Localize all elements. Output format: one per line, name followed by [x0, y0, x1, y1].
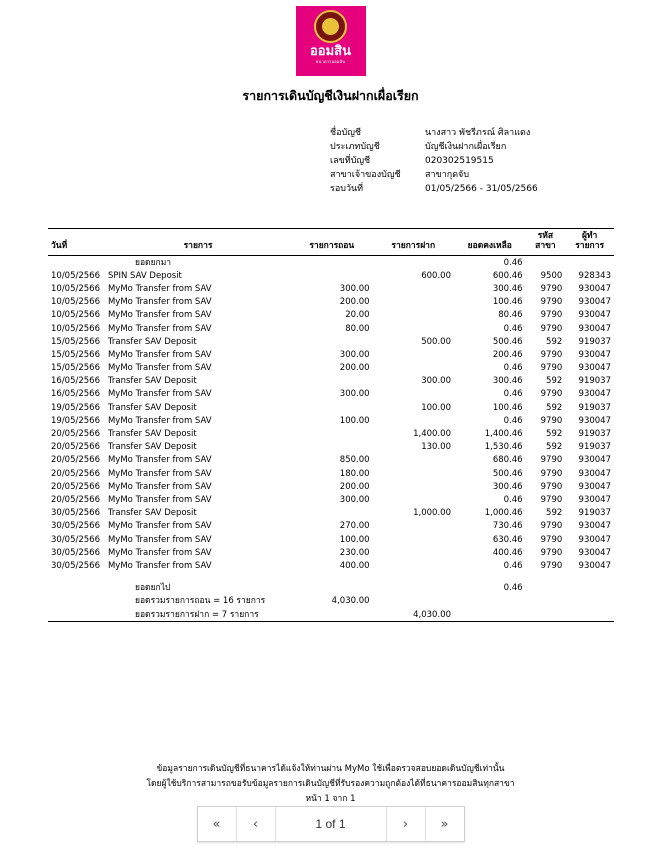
first-page-button[interactable]: «	[198, 807, 237, 841]
next-page-button[interactable]: ›	[387, 807, 426, 841]
opening-balance-label: ยอดยกมา	[134, 257, 172, 268]
cell-balance: 300.46	[492, 481, 523, 492]
cell-branch-code: 9790	[540, 283, 563, 294]
header-description: รายการ	[105, 229, 291, 256]
table-body	[48, 256, 614, 622]
table-row	[48, 441, 614, 454]
cell-deposit	[373, 256, 454, 270]
table-row	[48, 348, 614, 361]
footer-notes	[0, 762, 661, 807]
cell-balance: 300.46	[492, 376, 523, 387]
cell-date: 30/05/2566	[51, 508, 100, 519]
cell-teller-id: 930047	[578, 534, 611, 545]
table-row	[48, 414, 614, 427]
cell-description: MyMo Transfer from SAV	[107, 349, 212, 360]
account-info-row	[330, 154, 538, 168]
table-row	[48, 533, 614, 546]
cell-description: Transfer SAV Deposit	[107, 376, 197, 387]
total-deposit-label: ยอดรวมรายการฝาก = 7 รายการ	[105, 608, 291, 622]
cell-balance: 300.46	[492, 283, 523, 294]
cell-deposit	[373, 388, 454, 401]
cell-description: MyMo Transfer from SAV	[107, 481, 212, 492]
table-row	[48, 375, 614, 388]
cell-teller-id: 930047	[578, 283, 611, 294]
cell-teller	[565, 256, 614, 270]
header-branch-line2: สาขา	[535, 241, 556, 251]
header-date: วันที่	[48, 229, 105, 256]
cell-teller-id: 930047	[578, 323, 611, 334]
cell-branch-code: 9790	[540, 415, 563, 426]
last-page-button[interactable]: »	[426, 807, 464, 841]
table-row	[48, 269, 614, 282]
cell-description: MyMo Transfer from SAV	[107, 310, 212, 321]
cell-description: Transfer SAV Deposit	[107, 442, 197, 453]
cell-description: MyMo Transfer from SAV	[107, 534, 212, 545]
cell-description: MyMo Transfer from SAV	[107, 415, 212, 426]
cell-deposit	[373, 493, 454, 506]
cell-withdraw: 100.00	[339, 415, 370, 426]
cell-deposit	[373, 454, 454, 467]
table-row	[48, 480, 614, 493]
account-info-row	[330, 182, 538, 196]
footer-page-indicator: หน้า 1 จาก 1	[305, 794, 356, 804]
cell-date: 16/05/2566	[51, 376, 100, 387]
cell-branch-code: 9790	[540, 363, 563, 374]
cell-teller-id: 930047	[578, 310, 611, 321]
header-teller-line2: รายการ	[575, 241, 605, 251]
prev-page-button[interactable]: ‹	[237, 807, 276, 841]
cell-deposit: 1,000.00	[413, 508, 451, 519]
cell-date: 15/05/2566	[51, 336, 100, 347]
cell-teller-id: 928343	[578, 270, 611, 281]
bank-name-text: ออมสิน	[309, 44, 351, 59]
cell-date: 20/05/2566	[51, 429, 100, 440]
cell-deposit	[373, 520, 454, 533]
cell-withdraw: 300.00	[339, 494, 370, 505]
cell-description: Transfer SAV Deposit	[107, 336, 197, 347]
cell-teller-id: 919037	[578, 508, 611, 519]
cell-teller-id: 930047	[578, 494, 611, 505]
table-row	[48, 335, 614, 348]
table-row	[48, 401, 614, 414]
cell-deposit	[373, 282, 454, 295]
cell-balance: 500.46	[492, 336, 523, 347]
account-branch-value: สาขากุดจับ	[425, 170, 470, 180]
total-withdraw-value: 4,030.00	[331, 596, 370, 607]
cell-branch-code: 9500	[540, 270, 563, 281]
account-number-value: 020302519515	[425, 156, 494, 166]
table-row	[48, 362, 614, 375]
cell-withdraw	[291, 269, 372, 282]
table-row	[48, 309, 614, 322]
account-type-value: บัญชีเงินฝากเผื่อเรียก	[425, 142, 507, 152]
cell-teller-id: 930047	[578, 389, 611, 400]
cell-date: 16/05/2566	[51, 389, 100, 400]
cell-branch-code: 9790	[540, 534, 563, 545]
cell-description: Transfer SAV Deposit	[107, 402, 197, 413]
cell-date	[48, 256, 105, 270]
statement-period-value: 01/05/2566 - 31/05/2566	[425, 184, 538, 194]
cell-withdraw: 180.00	[339, 468, 370, 479]
cell-balance: 80.46	[498, 310, 523, 321]
cell-branch-code: 9790	[540, 481, 563, 492]
cell-deposit	[373, 348, 454, 361]
table-header-row	[48, 229, 614, 256]
cell-branch-code: 592	[546, 402, 563, 413]
cell-description: MyMo Transfer from SAV	[107, 547, 212, 558]
cell-withdraw: 300.00	[339, 283, 370, 294]
transactions-table	[48, 228, 614, 622]
cell-withdraw: 270.00	[339, 521, 370, 532]
table-row	[48, 467, 614, 480]
cell-description: MyMo Transfer from SAV	[107, 363, 212, 374]
cell-withdraw	[291, 256, 372, 270]
cell-date: 15/05/2566	[51, 363, 100, 374]
cell-withdraw: 850.00	[339, 455, 370, 466]
cell-balance: 100.46	[492, 297, 523, 308]
cell-description: MyMo Transfer from SAV	[107, 283, 212, 294]
cell-balance: 500.46	[492, 468, 523, 479]
cell-description: MyMo Transfer from SAV	[107, 468, 212, 479]
cell-teller-id: 919037	[578, 442, 611, 453]
header-teller-line1: ผู้ทำ	[581, 231, 598, 241]
header-branch-code	[526, 229, 566, 256]
cell-withdraw	[291, 507, 372, 520]
cell-date: 30/05/2566	[51, 560, 100, 571]
cell-deposit	[373, 414, 454, 427]
cell-balance: 630.46	[492, 534, 523, 545]
total-withdraw-row	[48, 595, 614, 608]
statement-period-label: รอบวันที่	[330, 184, 364, 194]
total-deposit-row	[48, 608, 614, 622]
cell-deposit: 600.00	[421, 270, 451, 281]
cell-deposit: 500.00	[421, 336, 451, 347]
table-row	[48, 454, 614, 467]
cell-date: 30/05/2566	[51, 534, 100, 545]
cell-date: 15/05/2566	[51, 349, 100, 360]
cell-description: Transfer SAV Deposit	[107, 508, 197, 519]
cell-teller-id: 930047	[578, 521, 611, 532]
cell-balance: 600.46	[492, 270, 523, 281]
table-row	[48, 282, 614, 295]
cell-deposit	[373, 546, 454, 559]
bank-logo-container	[0, 6, 661, 76]
cell-branch-code: 9790	[540, 468, 563, 479]
cell-deposit	[373, 296, 454, 309]
cell-branch-code: 592	[546, 442, 563, 453]
cell-balance: 0.46	[503, 415, 523, 426]
cell-teller-id: 930047	[578, 415, 611, 426]
closing-balance-value: 0.46	[503, 583, 523, 594]
account-info-row	[330, 140, 538, 154]
seal-inner-icon	[322, 18, 339, 35]
cell-balance: 0.46	[503, 560, 523, 571]
total-withdraw-label: ยอดรวมรายการถอน = 16 รายการ	[134, 596, 266, 607]
cell-balance: 400.46	[492, 547, 523, 558]
table-row	[48, 546, 614, 559]
spacer-row	[48, 573, 614, 582]
cell-deposit	[373, 309, 454, 322]
table-row	[48, 507, 614, 520]
cell-description: MyMo Transfer from SAV	[107, 560, 212, 571]
cell-branch-code: 592	[546, 508, 563, 519]
account-info-block	[330, 126, 538, 196]
cell-date: 30/05/2566	[51, 521, 100, 532]
account-name-value: นางสาว พัชรีภรณ์ ศิลาแดง	[425, 128, 531, 138]
header-branch-line1: รหัส	[537, 231, 554, 241]
cell-withdraw: 20.00	[345, 310, 370, 321]
cell-teller-id: 919037	[578, 376, 611, 387]
cell-balance: 0.46	[503, 323, 523, 334]
cell-branch-code: 592	[546, 376, 563, 387]
cell-date: 10/05/2566	[51, 270, 100, 281]
cell-balance: 100.46	[492, 402, 523, 413]
table-row	[48, 493, 614, 506]
cell-deposit	[373, 480, 454, 493]
account-type-label: ประเภทบัญชี	[330, 142, 380, 152]
cell-description: MyMo Transfer from SAV	[107, 455, 212, 466]
cell-branch-code: 9790	[540, 521, 563, 532]
header-teller	[565, 229, 614, 256]
cell-date: 10/05/2566	[51, 283, 100, 294]
cell-description: MyMo Transfer from SAV	[107, 323, 212, 334]
account-branch-label: สาขาเจ้าของบัญชี	[330, 170, 401, 180]
cell-withdraw: 80.00	[345, 323, 370, 334]
account-number-label: เลขที่บัญชี	[330, 156, 371, 166]
cell-withdraw: 200.00	[339, 363, 370, 374]
cell-branch-code: 9790	[540, 455, 563, 466]
cell-description: SPIN SAV Deposit	[107, 270, 182, 281]
cell-branch-code: 9790	[540, 310, 563, 321]
cell-balance: 680.46	[492, 455, 523, 466]
table-row	[48, 296, 614, 309]
header-deposit: รายการฝาก	[373, 229, 454, 256]
table-row	[48, 520, 614, 533]
cell-deposit: 300.00	[421, 376, 451, 387]
cell-branch-code: 9790	[540, 349, 563, 360]
cell-withdraw: 200.00	[339, 481, 370, 492]
cell-description: MyMo Transfer from SAV	[107, 297, 212, 308]
cell-branch-code: 592	[546, 336, 563, 347]
cell-balance: 0.46	[503, 363, 523, 374]
seal-icon	[314, 10, 347, 43]
opening-balance-row	[48, 256, 614, 270]
footer-line-1: ข้อมูลรายการเดินบัญชีที่ธนาคารได้แจ้งให้ท่านผ่าน MyMo ใช้เพื่อตรวจสอบยอดเดินบัญชีเท่านั้น	[156, 764, 505, 774]
footer-line-2: โดยผู้ใช้บริการสามารถขอรับข้อมูลรายการเดินบัญชีที่รับรองความถูกต้องได้ที่ธนาคารออมสินทุกสาขา	[146, 779, 515, 789]
page-title: รายการเดินบัญชีเงินฝากเผื่อเรียก	[242, 88, 419, 103]
cell-teller-id: 930047	[578, 297, 611, 308]
cell-date: 20/05/2566	[51, 455, 100, 466]
cell-deposit	[373, 362, 454, 375]
cell-branch	[526, 256, 566, 270]
cell-withdraw	[291, 401, 372, 414]
cell-teller-id: 930047	[578, 547, 611, 558]
cell-withdraw: 300.00	[339, 349, 370, 360]
cell-branch-code: 9790	[540, 547, 563, 558]
closing-balance-row	[48, 582, 614, 595]
pagination-bar	[0, 806, 661, 842]
cell-deposit	[373, 559, 454, 572]
pagination-controls	[197, 806, 465, 842]
cell-withdraw	[291, 335, 372, 348]
cell-branch-code: 9790	[540, 494, 563, 505]
cell-teller-id: 930047	[578, 468, 611, 479]
cell-branch-code: 9790	[540, 560, 563, 571]
cell-teller-id: 919037	[578, 336, 611, 347]
table-header	[48, 229, 614, 256]
cell-balance: 1,400.46	[484, 429, 523, 440]
cell-balance: 730.46	[492, 521, 523, 532]
cell-teller-id: 930047	[578, 560, 611, 571]
cell-date: 20/05/2566	[51, 494, 100, 505]
account-info-row	[330, 126, 538, 140]
cell-branch-code: 9790	[540, 323, 563, 334]
cell-description: MyMo Transfer from SAV	[107, 521, 212, 532]
cell-withdraw	[291, 441, 372, 454]
cell-withdraw: 100.00	[339, 534, 370, 545]
cell-branch-code: 9790	[540, 389, 563, 400]
cell-branch-code: 9790	[540, 297, 563, 308]
cell-balance: 0.46	[503, 494, 523, 505]
cell-deposit	[373, 322, 454, 335]
cell-deposit	[373, 467, 454, 480]
cell-deposit	[373, 533, 454, 546]
cell-withdraw: 400.00	[339, 560, 370, 571]
cell-date: 10/05/2566	[51, 323, 100, 334]
cell-teller-id: 919037	[578, 402, 611, 413]
account-name-label: ชื่อบัญชี	[330, 128, 362, 138]
table-row	[48, 559, 614, 572]
cell-withdraw: 230.00	[339, 547, 370, 558]
cell-date: 19/05/2566	[51, 415, 100, 426]
cell-date: 30/05/2566	[51, 547, 100, 558]
cell-deposit: 1,400.00	[413, 429, 451, 440]
total-deposit-value: 4,030.00	[373, 608, 454, 622]
closing-balance-label: ยอดยกไป	[134, 583, 171, 594]
cell-description: MyMo Transfer from SAV	[107, 494, 212, 505]
gsb-logo	[296, 6, 366, 76]
cell-withdraw	[291, 427, 372, 440]
cell-balance: 0.46	[503, 389, 523, 400]
cell-branch-code: 592	[546, 429, 563, 440]
cell-withdraw: 300.00	[339, 389, 370, 400]
cell-teller-id: 930047	[578, 349, 611, 360]
cell-date: 20/05/2566	[51, 481, 100, 492]
cell-teller-id: 930047	[578, 363, 611, 374]
opening-balance-value: 0.46	[503, 257, 523, 268]
cell-balance: 1,000.46	[484, 508, 523, 519]
cell-description: Transfer SAV Deposit	[107, 429, 197, 440]
cell-teller-id: 930047	[578, 455, 611, 466]
cell-deposit: 130.00	[421, 442, 451, 453]
cell-description: MyMo Transfer from SAV	[107, 389, 212, 400]
cell-date: 20/05/2566	[51, 442, 100, 453]
cell-balance: 1,530.46	[484, 442, 523, 453]
cell-teller-id: 919037	[578, 429, 611, 440]
table-row	[48, 322, 614, 335]
page-indicator-label: 1 of 1	[276, 807, 387, 841]
header-balance: ยอดคงเหลือ	[454, 229, 526, 256]
cell-deposit: 100.00	[421, 402, 451, 413]
cell-balance: 200.46	[492, 349, 523, 360]
bank-sub-text: ธนาคารออมสิน	[315, 59, 346, 64]
cell-date: 10/05/2566	[51, 297, 100, 308]
cell-withdraw: 200.00	[339, 297, 370, 308]
header-withdraw: รายการถอน	[291, 229, 372, 256]
cell-date: 19/05/2566	[51, 402, 100, 413]
table-row	[48, 388, 614, 401]
account-info-row	[330, 168, 538, 182]
table-row	[48, 427, 614, 440]
cell-teller-id: 930047	[578, 481, 611, 492]
cell-date: 20/05/2566	[51, 468, 100, 479]
cell-withdraw	[291, 375, 372, 388]
cell-date: 10/05/2566	[51, 310, 100, 321]
